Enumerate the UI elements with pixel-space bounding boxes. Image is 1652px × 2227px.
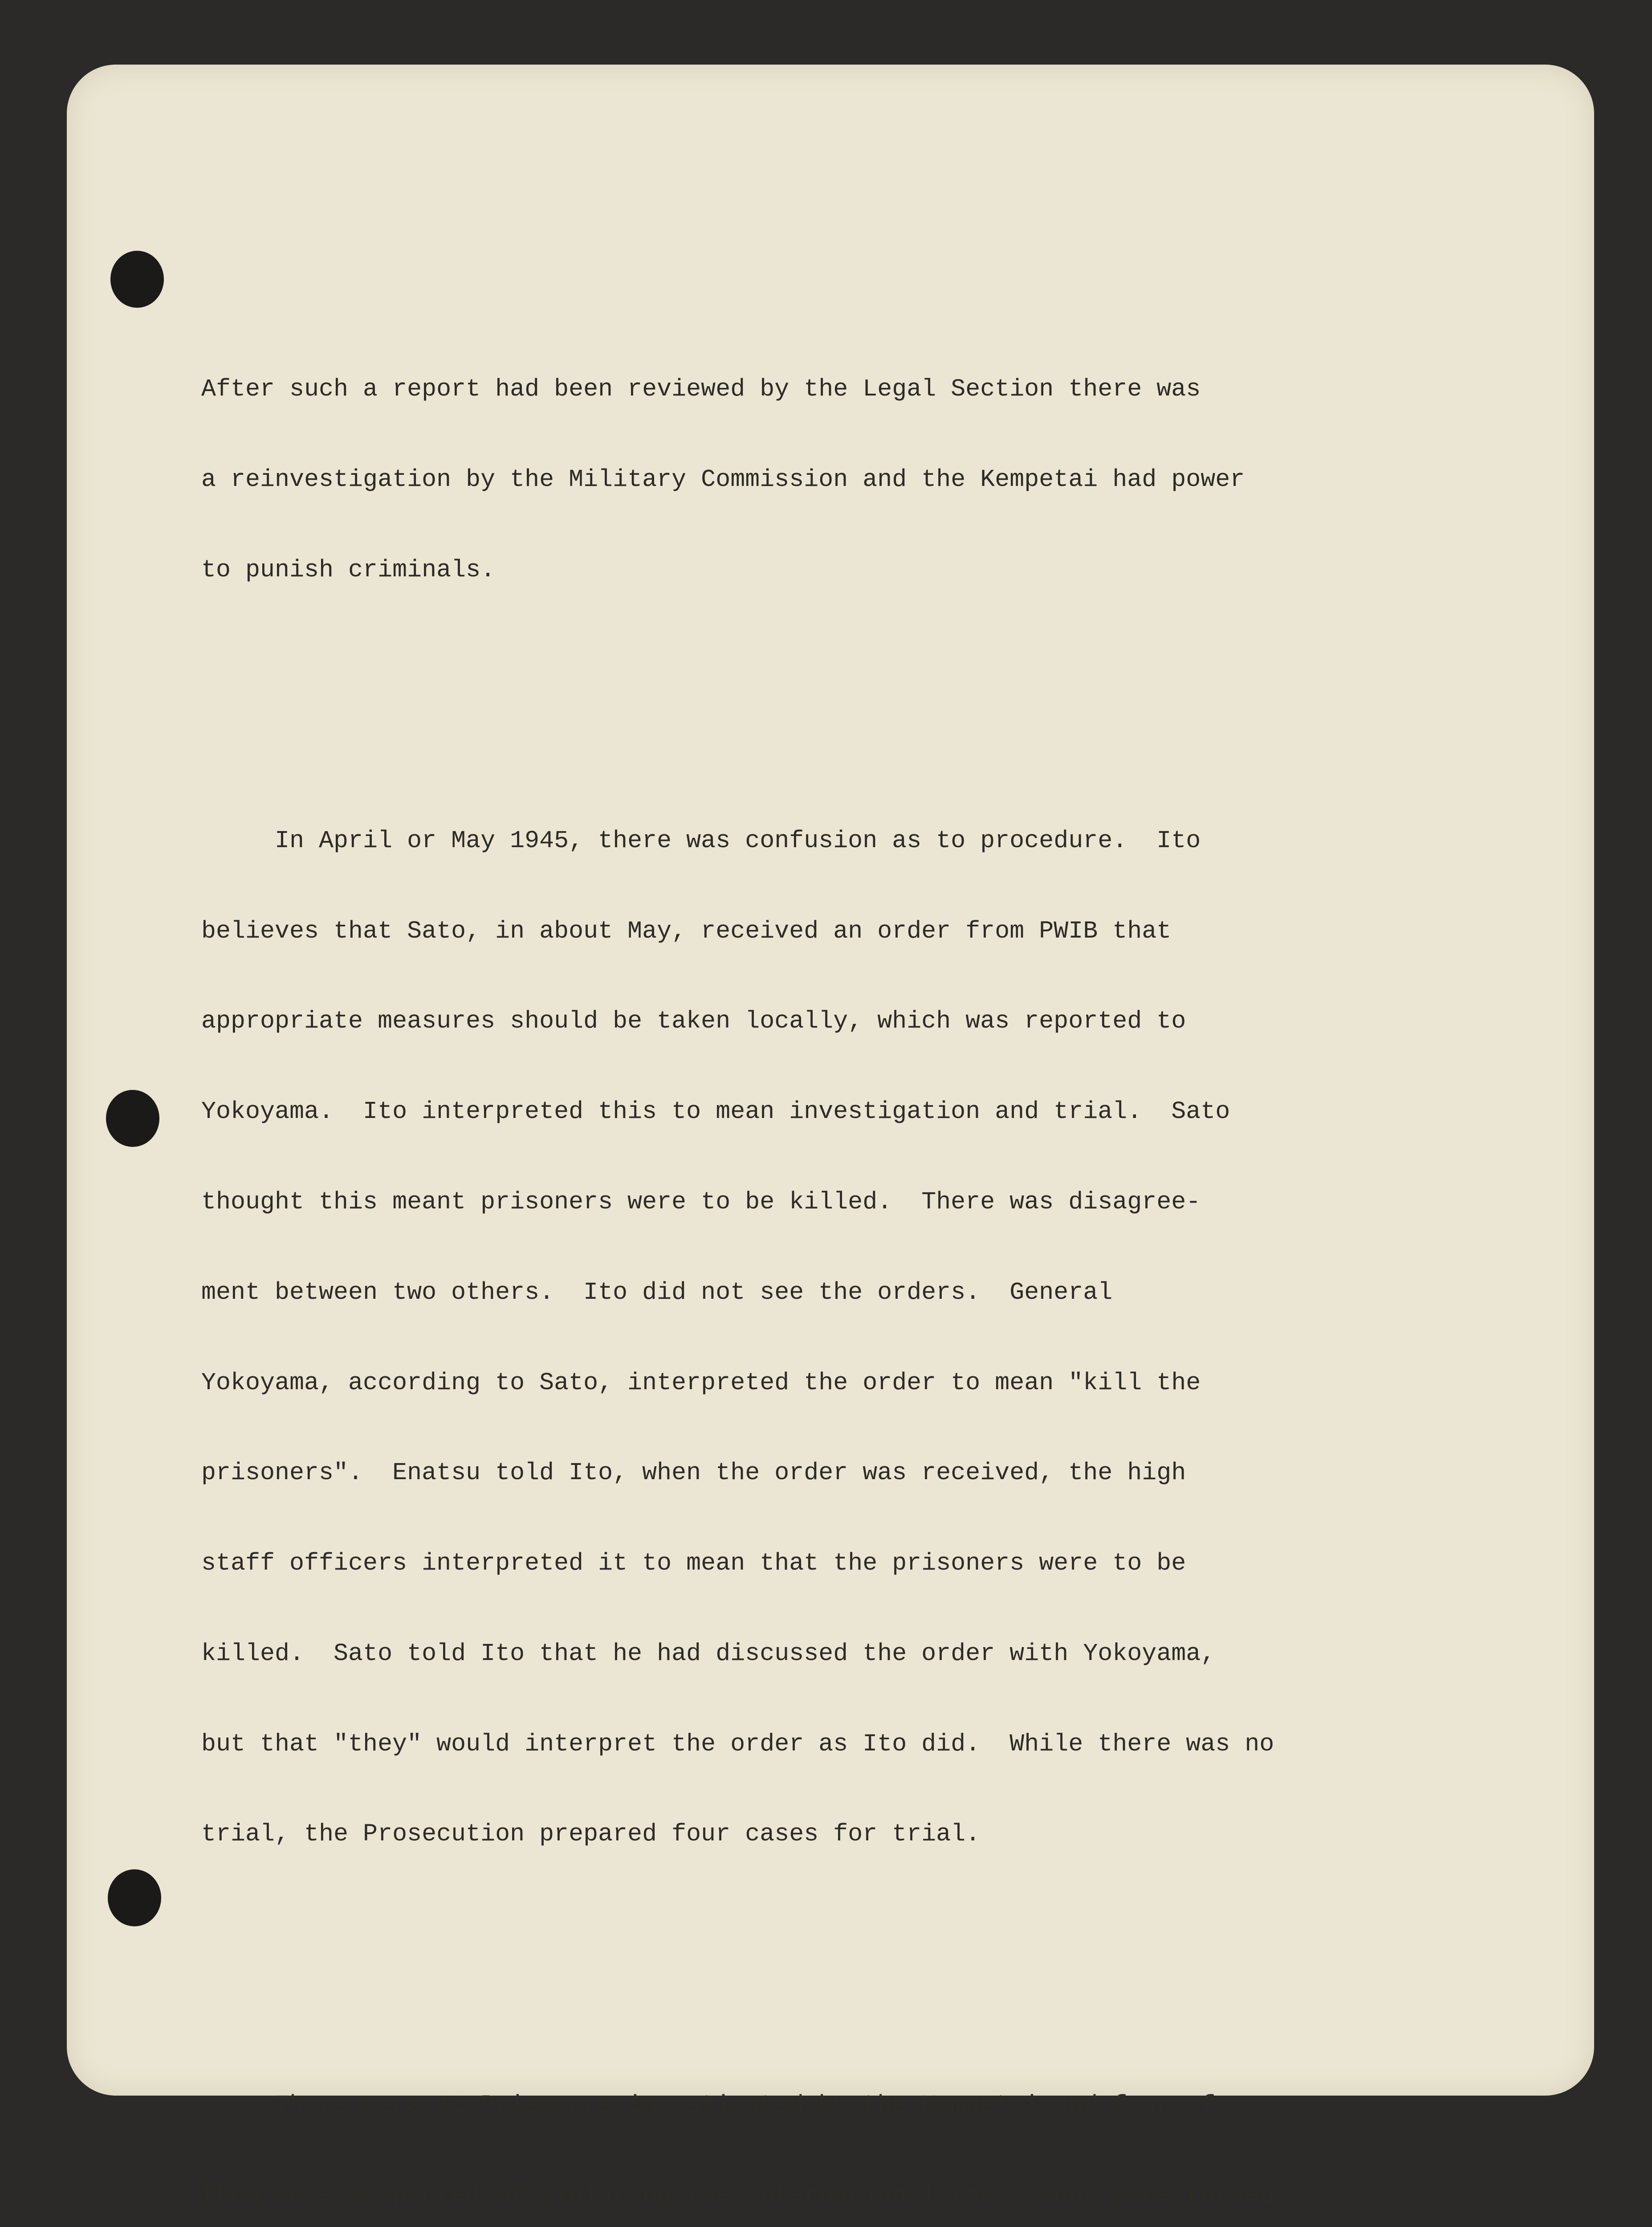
binder-hole-bottom xyxy=(108,1869,161,1926)
text-line: staff officers interpreted it to mean that the prisoners were to be xyxy=(201,1549,1186,1578)
text-line: Yokoyama. Ito interpreted this to mean investigation and trial. Sato xyxy=(201,1097,1230,1126)
text-line: prisoners". Enatsu told Ito, when the order was received, the high xyxy=(201,1459,1186,1487)
document-body xyxy=(201,224,1470,2227)
text-line: but that "they" would interpret the order as Ito did. While there was no xyxy=(201,1729,1274,1758)
text-line: In April or May 1945, there was confusion as to procedure. Ito xyxy=(201,826,1201,855)
text-line: appropriate measures should be taken locally, which was reported to xyxy=(201,1007,1186,1036)
text-line: a reinvestigation by the Military Commission and the Kempetai had power xyxy=(201,465,1245,494)
paragraph-3 xyxy=(201,2030,1470,2227)
text-line: believes that Sato, in about May, received an order from PWIB that xyxy=(201,917,1172,945)
text-line: Yokoyama, according to Sato, interpreted the order to mean "kill the xyxy=(201,1368,1201,1397)
text-line: to punish criminals. xyxy=(201,555,496,584)
text-line: thought this meant prisoners were to be killed. There was disagree- xyxy=(201,1188,1201,1216)
text-line: trial, the Prosecution prepared four cases for trial. xyxy=(201,1820,981,1848)
text-line: killed. Sato told Ito that he had discussed the order with Yokoyama, xyxy=(201,1639,1216,1668)
text-line: After such a report had been reviewed by the Legal Section there was xyxy=(201,375,1201,403)
text-line: ment between two others. Ito did not see the orders. General xyxy=(201,1278,1113,1306)
text-line: them were suspected of violating the International Law. Four were turned xyxy=(201,2181,1274,2210)
paragraph-1 xyxy=(201,314,1470,645)
binder-hole-middle xyxy=(106,1090,159,1147)
binder-hole-top xyxy=(110,251,164,308)
text-line: There were 11 Prisoners investigated by the Kempetai and four of xyxy=(201,2091,1216,2119)
paragraph-2 xyxy=(201,766,1470,1910)
